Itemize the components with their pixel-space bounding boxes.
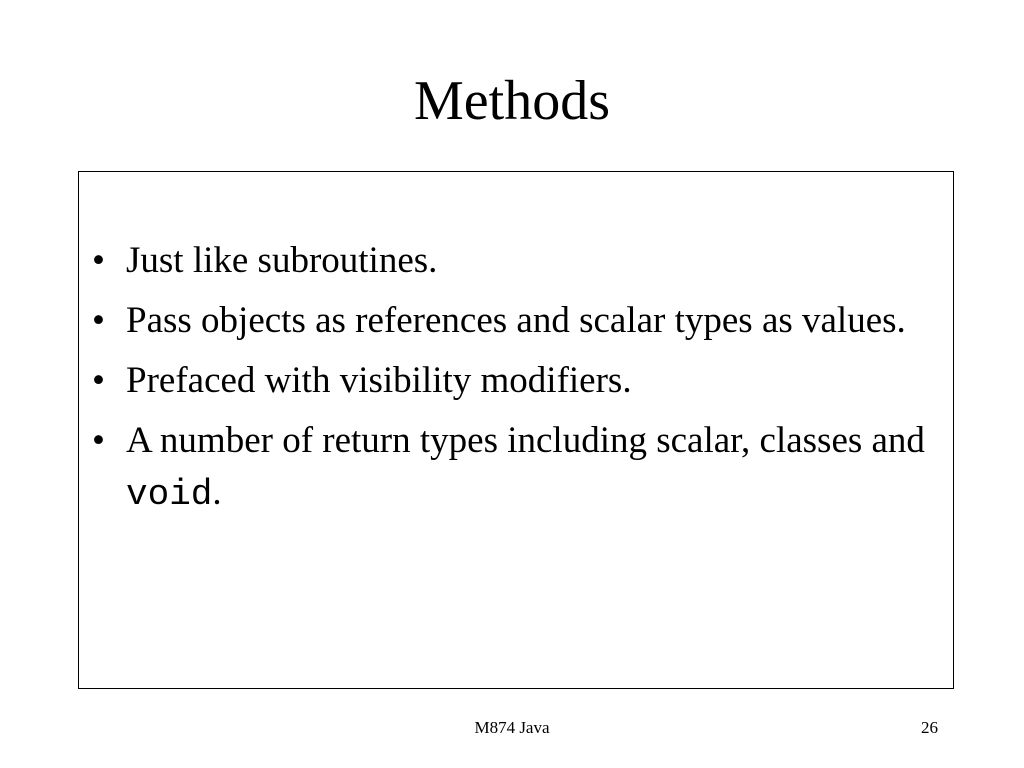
bullet-item	[79, 295, 939, 347]
bullet-item	[79, 415, 939, 521]
bullet-text: A number of return types including scalar, classes and	[126, 420, 925, 461]
bullet-icon: •	[92, 360, 105, 401]
bullet-text: Pass objects as references and scalar types as values.	[126, 300, 906, 341]
footer-course: M874 Java	[474, 718, 550, 737]
bullet-item	[79, 355, 939, 407]
bullet-text: Prefaced with visibility modifiers.	[126, 360, 632, 401]
bullet-icon: •	[92, 420, 105, 461]
bullet-suffix: .	[212, 472, 222, 513]
bullet-icon: •	[92, 240, 105, 281]
page-number: 26	[921, 718, 938, 737]
bullet-icon: •	[92, 300, 105, 341]
bullet-item	[79, 235, 939, 287]
content-box	[78, 171, 954, 689]
bullet-text: Just like subroutines.	[126, 240, 438, 281]
code-keyword: void	[126, 474, 213, 515]
slide-title: Methods	[414, 70, 610, 132]
bullet-list	[79, 235, 939, 529]
